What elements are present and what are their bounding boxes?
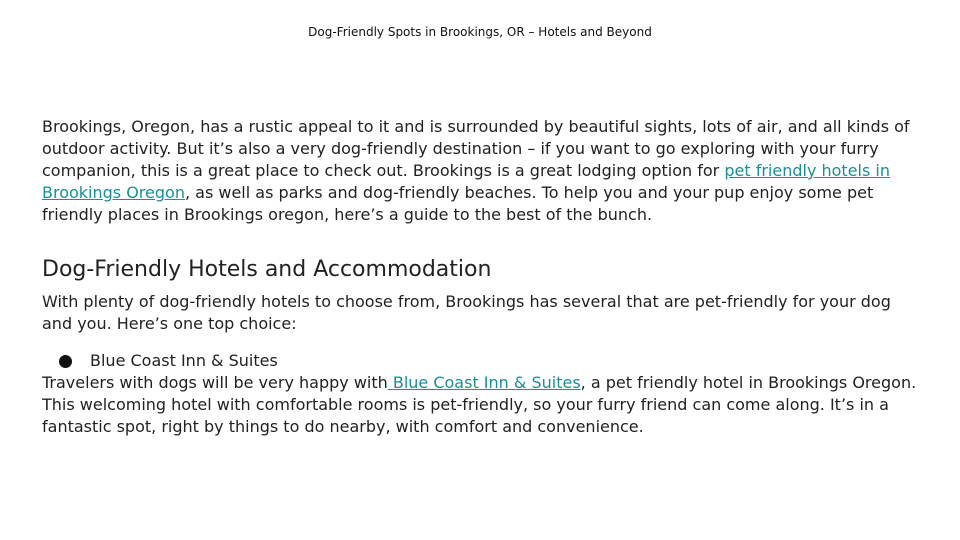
page-title: Dog-Friendly Spots in Brookings, OR – Hotels and Beyond bbox=[308, 25, 652, 39]
section-heading: Dog-Friendly Hotels and Accommodation bbox=[42, 257, 492, 282]
pet-friendly-hotels-link[interactable]: pet friendly hotels in Brookings Oregon bbox=[42, 161, 890, 202]
list-item-label: Blue Coast Inn & Suites bbox=[90, 351, 278, 370]
intro-paragraph bbox=[42, 116, 922, 226]
blue-coast-inn-link[interactable]: Blue Coast Inn & Suites bbox=[387, 373, 581, 392]
section-subtext: With plenty of dog-friendly hotels to choose from, Brookings has several that are pet-friendly for your dog and you. Here’s one top choice: bbox=[42, 292, 891, 333]
detail-text-before-link: Travelers with dogs will be very happy with bbox=[42, 373, 388, 392]
hotel-list bbox=[42, 350, 922, 372]
bullet-icon bbox=[59, 355, 72, 368]
intro-text-after-link: , as well as parks and dog-friendly beaches. To help you and your pup enjoy some pet friendly places in Brookings oregon, here’s a guide to the best of the bunch. bbox=[42, 183, 874, 224]
article-content bbox=[42, 116, 922, 438]
detail-text-after-link: , a pet friendly hotel in Brookings Oregon. This welcoming hotel with comfortable rooms is pet-friendly, so your furry friend can come along. It’s in a fantastic spot, right by things to do nearby, with comfort and convenience. bbox=[42, 373, 917, 436]
hotel-detail-paragraph bbox=[42, 372, 922, 438]
list-item bbox=[42, 350, 922, 372]
intro-text-before-link: Brookings, Oregon, has a rustic appeal to it and is surrounded by beautiful sights, lots of air, and all kinds of outdoor activity. But it’s also a very dog-friendly destination – if you want to go exploring with your furry companion, this is a great place to check out. Brookings is a great lodging option for bbox=[42, 117, 910, 180]
